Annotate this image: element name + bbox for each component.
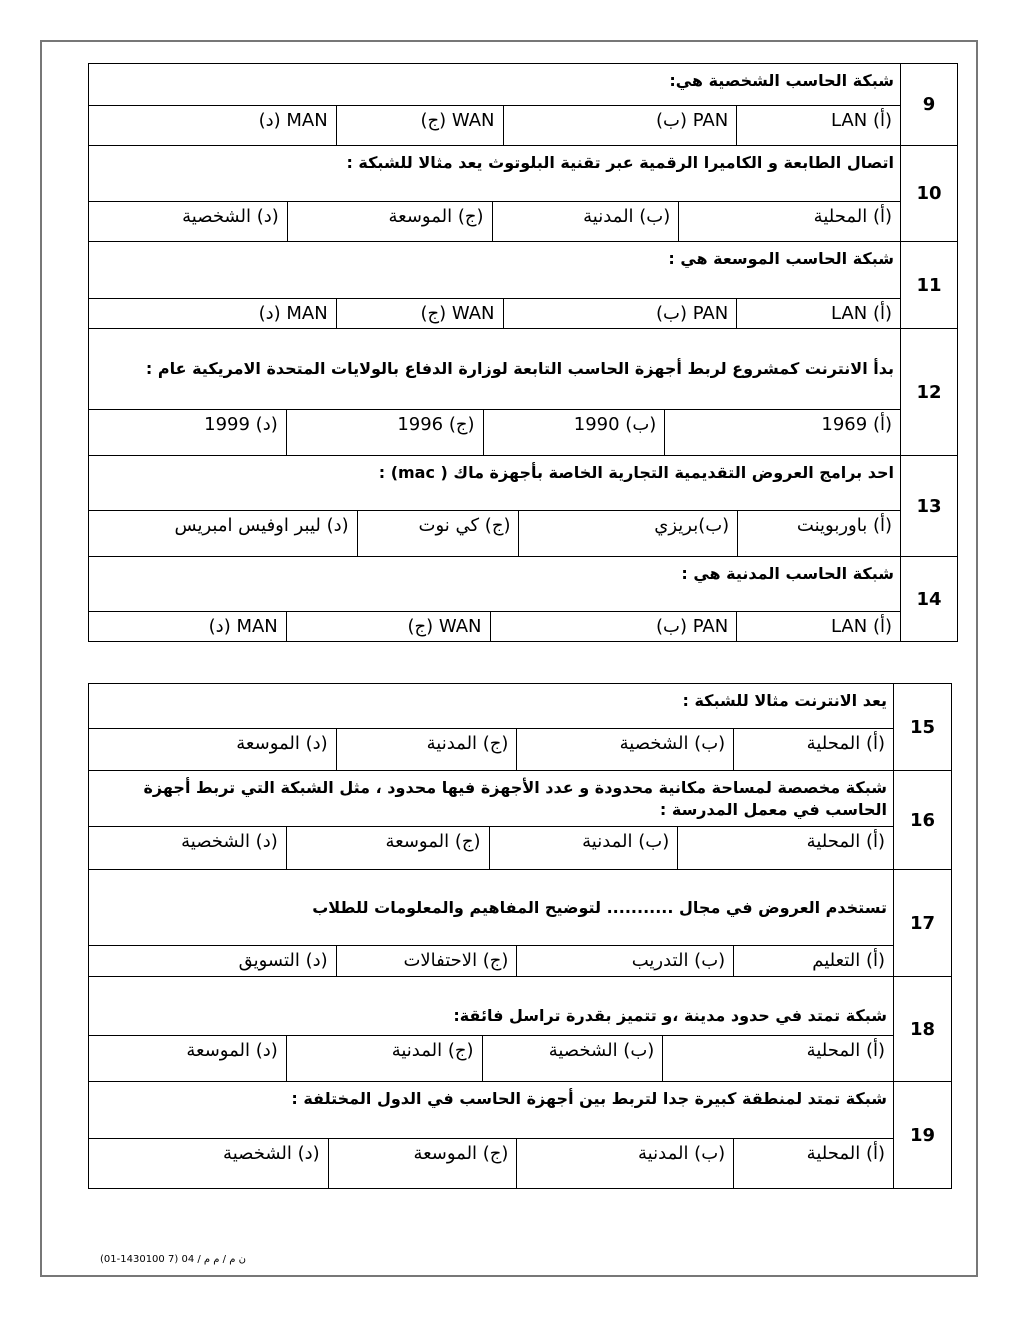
option-d[interactable]: (د) 1999 bbox=[204, 414, 278, 435]
footer-code: ن م / م م / 04 (7 1430100-01) bbox=[100, 1254, 246, 1265]
option-b[interactable]: (ب) المدنية bbox=[516, 1139, 733, 1188]
option-c[interactable]: WAN (ج) bbox=[286, 612, 490, 641]
option-b[interactable]: PAN (ب) bbox=[503, 299, 737, 328]
option-a[interactable]: (أ) المحلية bbox=[678, 202, 900, 241]
option-c[interactable]: (ج) الموسعة bbox=[286, 827, 489, 869]
option-b[interactable]: PAN (ب) bbox=[490, 612, 737, 641]
question-stem: شبكة الحاسب الشخصية هي: bbox=[89, 64, 901, 106]
option-d[interactable]: (د) الشخصية bbox=[182, 206, 279, 227]
question-stem: يعد الانترنت مثالا للشبكة : bbox=[89, 684, 894, 729]
question-number: 10 bbox=[901, 146, 958, 242]
option-d[interactable]: (د) الموسعة bbox=[236, 733, 328, 754]
question-stem: اتصال الطابعة و الكاميرا الرقمية عبر تقنية البلوتوث يعد مثالا للشبكة : bbox=[89, 146, 901, 202]
option-c[interactable]: (ج) الموسعة bbox=[328, 1139, 517, 1188]
option-a[interactable]: (أ) المحلية bbox=[677, 827, 893, 869]
option-a[interactable]: (أ) المحلية bbox=[733, 729, 893, 770]
option-c[interactable]: (ج) كي نوت bbox=[357, 511, 519, 556]
question-number: 12 bbox=[901, 329, 958, 456]
option-d[interactable]: (د) الشخصية bbox=[181, 831, 278, 852]
option-c[interactable]: (ج) الاحتفالات bbox=[336, 946, 517, 976]
question-number: 11 bbox=[901, 242, 958, 329]
option-c[interactable]: WAN (ج) bbox=[336, 299, 503, 328]
question-number: 18 bbox=[894, 977, 952, 1082]
option-b[interactable]: (ب) المدنية bbox=[492, 202, 679, 241]
option-b[interactable]: (ب)بريزي bbox=[518, 511, 737, 556]
option-c[interactable]: WAN (ج) bbox=[336, 106, 503, 145]
question-number: 9 bbox=[901, 64, 958, 146]
option-b[interactable]: (ب) المدنية bbox=[489, 827, 678, 869]
question-number: 15 bbox=[894, 684, 952, 771]
question-stem: شبكة تمتد لمنطقة كبيرة جدا لتربط بين أجهزة الحاسب في الدول المختلفة : bbox=[89, 1082, 894, 1139]
option-d[interactable]: (د) ليبر اوفيس امبريس bbox=[174, 515, 349, 536]
option-d[interactable]: MAN (د) bbox=[208, 616, 278, 637]
option-b[interactable]: (ب) 1990 bbox=[483, 410, 665, 455]
option-c[interactable]: (ج) المدنية bbox=[286, 1036, 482, 1081]
option-a[interactable]: (أ) باوربوينت bbox=[737, 511, 900, 556]
question-number: 14 bbox=[901, 557, 958, 642]
question-stem: شبكة الحاسب المدنية هي : bbox=[89, 557, 901, 612]
option-b[interactable]: (ب) الشخصية bbox=[516, 729, 733, 770]
question-number: 17 bbox=[894, 870, 952, 977]
option-a[interactable]: (أ) LAN bbox=[736, 299, 900, 328]
option-b[interactable]: (ب) التدريب bbox=[516, 946, 733, 976]
question-stem: بدأ الانترنت كمشروع لربط أجهزة الحاسب التابعة لوزارة الدفاع بالولايات المتحدة الامريكية عام : bbox=[89, 329, 901, 410]
option-a[interactable]: (أ) LAN bbox=[736, 106, 900, 145]
option-c[interactable]: (ج) الموسعة bbox=[287, 202, 492, 241]
option-d[interactable]: (د) التسويق bbox=[238, 950, 328, 971]
option-c[interactable]: (ج) المدنية bbox=[336, 729, 517, 770]
question-stem: شبكة الحاسب الموسعة هي : bbox=[89, 242, 901, 299]
option-d[interactable]: MAN (د) bbox=[258, 303, 328, 324]
question-stem: شبكة مخصصة لمساحة مكانية محدودة و عدد الأجهزة فيها محدود ، مثل الشبكة التي تربط أجهزة الحاسب في معمل المدرسة : bbox=[89, 771, 894, 827]
option-d[interactable]: (د) الموسعة bbox=[186, 1040, 278, 1061]
questions-table-a bbox=[88, 63, 958, 642]
question-stem: احد برامج العروض التقديمية التجارية الخاصة بأجهزة ماك ( mac) : bbox=[89, 456, 901, 511]
option-a[interactable]: (أ) المحلية bbox=[662, 1036, 893, 1081]
question-stem: تستخدم العروض في مجال ........... لتوضيح المفاهيم والمعلومات للطلاب bbox=[89, 870, 894, 946]
question-number: 19 bbox=[894, 1082, 952, 1189]
option-d[interactable]: MAN (د) bbox=[258, 110, 328, 131]
question-stem: شبكة تمتد في حدود مدينة ،و تتميز بقدرة تراسل فائقة: bbox=[89, 977, 894, 1036]
option-a[interactable]: (أ) المحلية bbox=[733, 1139, 893, 1188]
option-b[interactable]: PAN (ب) bbox=[503, 106, 737, 145]
option-d[interactable]: (د) الشخصية bbox=[223, 1143, 320, 1164]
option-c[interactable]: (ج) 1996 bbox=[286, 410, 483, 455]
option-a[interactable]: (أ) 1969 bbox=[664, 410, 900, 455]
option-b[interactable]: (ب) الشخصية bbox=[482, 1036, 663, 1081]
question-number: 13 bbox=[901, 456, 958, 557]
option-a[interactable]: (أ) التعليم bbox=[733, 946, 893, 976]
question-number: 16 bbox=[894, 771, 952, 870]
questions-table-b bbox=[88, 683, 952, 1189]
option-a[interactable]: (أ) LAN bbox=[736, 612, 900, 641]
